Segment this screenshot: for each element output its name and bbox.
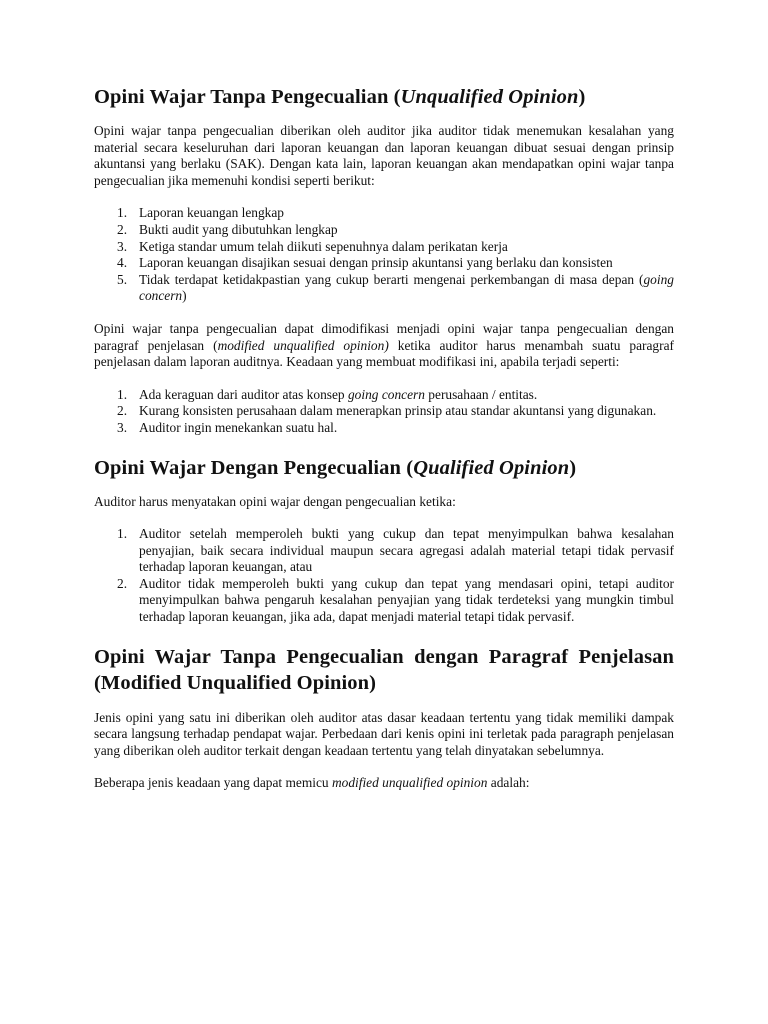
list-qualified-conditions: [94, 526, 674, 626]
list-item: 2. Kurang konsisten perusahaan dalam menerapkan prinsip atau standar akuntansi yang digunakan.: [117, 403, 657, 419]
list-item: 4. Laporan keuangan disajikan sesuai dengan prinsip akuntansi yang berlaku dan konsisten: [117, 255, 613, 271]
paragraph-unqualified-intro: Opini wajar tanpa pengecualian diberikan oleh auditor jika auditor tidak menemukan kesalahan yang material secara keseluruhan dari laporan keuangan dan laporan keuangan dibuat sesuai dengan prinsip akuntansi yang berlaku (SAK). Dengan kata lain, laporan keuangan akan mendapatkan opini wajar tanpa pengecualian jika memenuhi kondisi seperti berikut:: [94, 123, 674, 188]
heading-modified-unqualified-opinion: Opini Wajar Tanpa Pengecualian dengan Paragraf Penjelasan (Modified Unqualified Opinion): [94, 645, 674, 694]
list-item: 2. Auditor tidak memperoleh bukti yang cukup dan tepat yang mendasari opini, tetapi auditor menyimpulkan bahwa pengaruh kesalahan penyajian yang tidak terdeteksi yang mungkin timbul terhadap laporan keuangan, jika ada, dapat menjadi material tetapi tidak pervasif.: [117, 575, 674, 625]
paragraph-qualified-intro: Auditor harus menyatakan opini wajar dengan pengecualian ketika:: [94, 493, 456, 509]
list-item: 1. Ada keraguan dari auditor atas konsep going concern perusahaan / entitas.: [117, 386, 538, 402]
heading-qualified-opinion: Opini Wajar Dengan Pengecualian (Qualified Opinion): [94, 456, 577, 479]
paragraph-modified-explanation: Opini wajar tanpa pengecualian dapat dimodifikasi menjadi opini wajar tanpa pengecualian dengan paragraf penjelasan (modified unqualified opinion) ketika auditor harus menambah suatu paragraf penjelasan dalam laporan auditnya. Keadaan yang membuat modifikasi ini, apabila terjadi seperti:: [94, 320, 674, 370]
list-item: 3. Ketiga standar umum telah diikuti sepenuhnya dalam perikatan kerja: [117, 238, 508, 254]
list-unqualified-conditions: [94, 205, 674, 305]
list-item: 1. Auditor setelah memperoleh bukti yang cukup dan tepat menyimpulkan bahwa kesalahan penyajian, baik secara individual maupun secara agregasi adalah material tetapi tidak pervasif terhadap laporan keuangan, atau: [117, 526, 674, 575]
list-item: 2. Bukti audit yang dibutuhkan lengkap: [117, 221, 338, 237]
list-item: 5. Tidak terdapat ketidakpastian yang cukup berarti mengenai perkembangan di masa depan (going concern): [117, 271, 674, 304]
paragraph-modified-intro: Jenis opini yang satu ini diberikan oleh auditor atas dasar keadaan tertentu yang tidak memiliki dampak secara langsung terhadap pendapat wajar. Perbedaan dari kenis opini ini terletak pada paragraph penjelasan yang diberikan oleh auditor terkait dengan keadaan tertentu yang telah dinyatakan sebelumnya.: [94, 709, 674, 758]
list-item: 1. Laporan keuangan lengkap: [117, 205, 285, 221]
heading-unqualified-opinion: Opini Wajar Tanpa Pengecualian (Unqualified Opinion): [94, 86, 586, 108]
paragraph-modified-lead: Beberapa jenis keadaan yang dapat memicu modified unqualified opinion adalah:: [94, 775, 530, 791]
list-modified-conditions: [94, 387, 674, 437]
list-item: 3. Auditor ingin menekankan suatu hal.: [117, 419, 338, 435]
